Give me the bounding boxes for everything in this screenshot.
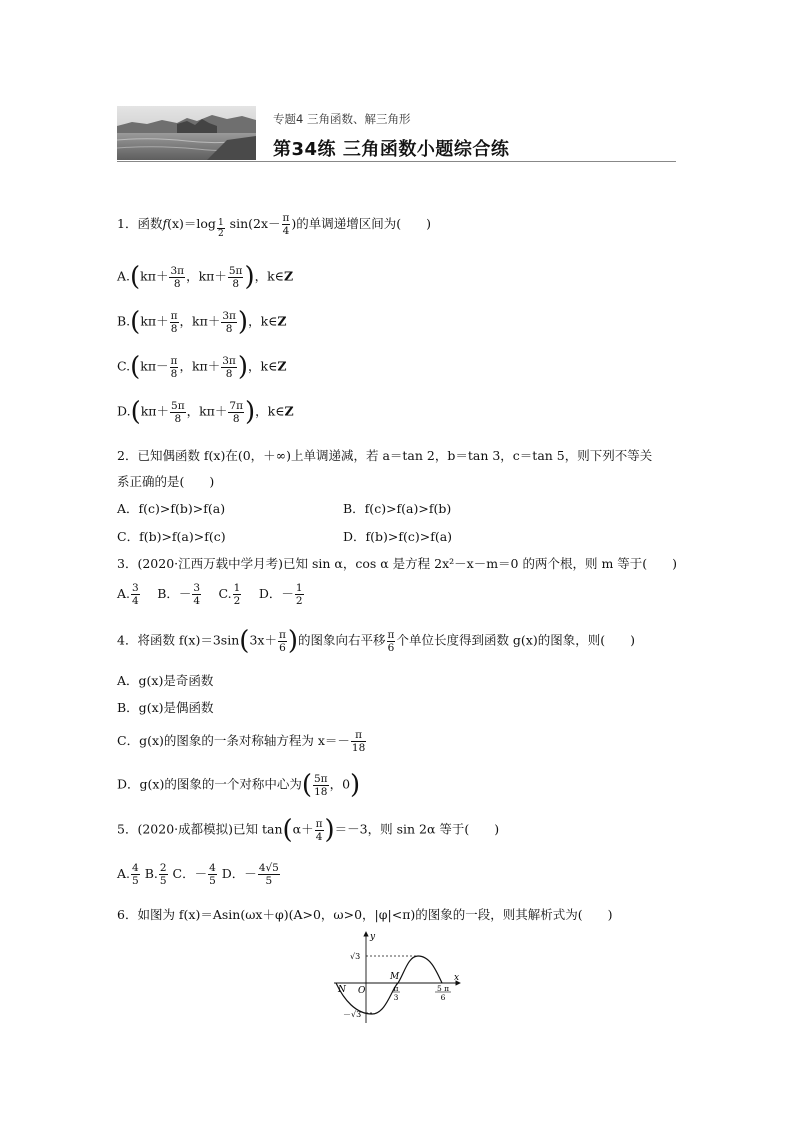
q3-stem: 3．(2020·江西万载中学月考)已知 sin α，cos α 是方程 2x²－x－m＝0 的两个根，则 m 等于( )	[117, 556, 678, 571]
q2-option-d[interactable]: D．f(b)>f(c)>f(a)	[343, 529, 453, 544]
neg-sqrt3-label: －√3	[343, 1010, 362, 1019]
x-axis-label: x	[454, 973, 460, 983]
q5-option-a[interactable]: A. $\frac{4}{5}$	[117, 862, 139, 887]
page-title: 第34练 三角函数小题综合练	[273, 139, 510, 160]
q4-option-b[interactable]: B．g(x)是偶函数	[117, 700, 214, 715]
q1-option-b[interactable]: B.(kπ＋ $\frac{\pi}{8}$ ，kπ＋ $\frac{3\pi}{8}$ )，k∈Z	[117, 307, 287, 337]
sqrt3-label: √3	[350, 952, 361, 961]
q5-option-c[interactable]: C．－ $\frac{4}{5}$	[172, 862, 216, 887]
q5-options	[117, 862, 281, 887]
q5-option-d[interactable]: D．－ $\frac{4√5}{5}$	[221, 862, 279, 887]
tick-5pi6-den: 6	[440, 993, 446, 1002]
origin-label: O	[358, 986, 366, 996]
q5-stem: 5．(2020·成都模拟)已知 tan(α＋ $\frac{\pi}{4}$ )＝－3，则 sin 2α 等于( )	[117, 815, 500, 845]
q1-stem: 1．函数f(x)＝log $\frac{1}{2}$ sin(2x－ $\frac{\pi}{4}$ )的单调递增区间为( )	[117, 212, 432, 239]
q3-options	[117, 582, 305, 607]
q4-option-a[interactable]: A．g(x)是奇函数	[117, 673, 214, 688]
q1-option-d[interactable]: D.(kπ＋ $\frac{5\pi}{8}$ ，kπ＋ $\frac{7\pi}{8}$ )，k∈Z	[117, 397, 294, 427]
header-landscape-image	[117, 106, 256, 160]
q3-option-c[interactable]: C. $\frac{1}{2}$	[206, 582, 241, 607]
sine-curve	[336, 956, 442, 1014]
q4-stem: 4．将函数 f(x)＝3sin(3x＋ $\frac{\pi}{6}$ )的图象向右平移 $\frac{\pi}{6}$ 个单位长度得到函数 g(x)的图象，则( )	[117, 626, 635, 656]
q6-stem: 6．如图为 f(x)＝Asin(ωx＋φ)(A>0，ω>0，|φ|<π)的图象的一段，则其解析式为( )	[117, 907, 613, 922]
q2-stem-line1: 2．已知偶函数 f(x)在(0，＋∞)上单调递减，若 a＝tan 2，b＝tan 3，c＝tan 5，则下列不等关	[117, 448, 653, 463]
q1-option-a[interactable]: A.(kπ＋ $\frac{3\pi}{8}$ ，kπ＋ $\frac{5\pi}{8}$ )，k∈Z	[117, 262, 294, 292]
q3-option-b[interactable]: B．－ $\frac{3}{4}$	[144, 582, 201, 607]
header-divider	[117, 161, 676, 162]
q6-graph	[330, 928, 465, 1025]
point-n-label: N	[338, 985, 346, 995]
q3-option-d[interactable]: D．－ $\frac{1}{2}$	[246, 582, 303, 607]
q4-option-d[interactable]: D．g(x)的图象的一个对称中心为( $\frac{5\pi}{18}$ ，0)	[117, 770, 361, 800]
q4-option-c[interactable]: C．g(x)的图象的一条对称轴方程为 x＝－ $\frac{\pi}{18}$	[117, 729, 366, 754]
point-m-label: M	[390, 972, 400, 982]
q2-stem-line2: 系正确的是( )	[117, 474, 215, 489]
q2-option-b[interactable]: B．f(c)>f(a)>f(b)	[343, 501, 452, 516]
tick-5pi6-num: 5 π	[436, 984, 450, 993]
q3-option-a[interactable]: A. $\frac{3}{4}$	[117, 582, 139, 607]
tick-pi3-den: 3	[393, 993, 399, 1002]
y-axis-label: y	[370, 932, 376, 942]
q5-option-b[interactable]: B. $\frac{2}{5}$	[144, 862, 167, 887]
tick-pi3-num: π	[393, 984, 399, 993]
q1-option-c[interactable]: C.(kπ－ $\frac{\pi}{8}$ ，kπ＋ $\frac{3\pi}{8}$ )，k∈Z	[117, 352, 287, 382]
q2-option-c[interactable]: C．f(b)>f(a)>f(c)	[117, 529, 226, 544]
topic-label: 专题4 三角函数、解三角形	[273, 112, 411, 126]
q2-option-a[interactable]: A．f(c)>f(b)>f(a)	[117, 501, 226, 516]
